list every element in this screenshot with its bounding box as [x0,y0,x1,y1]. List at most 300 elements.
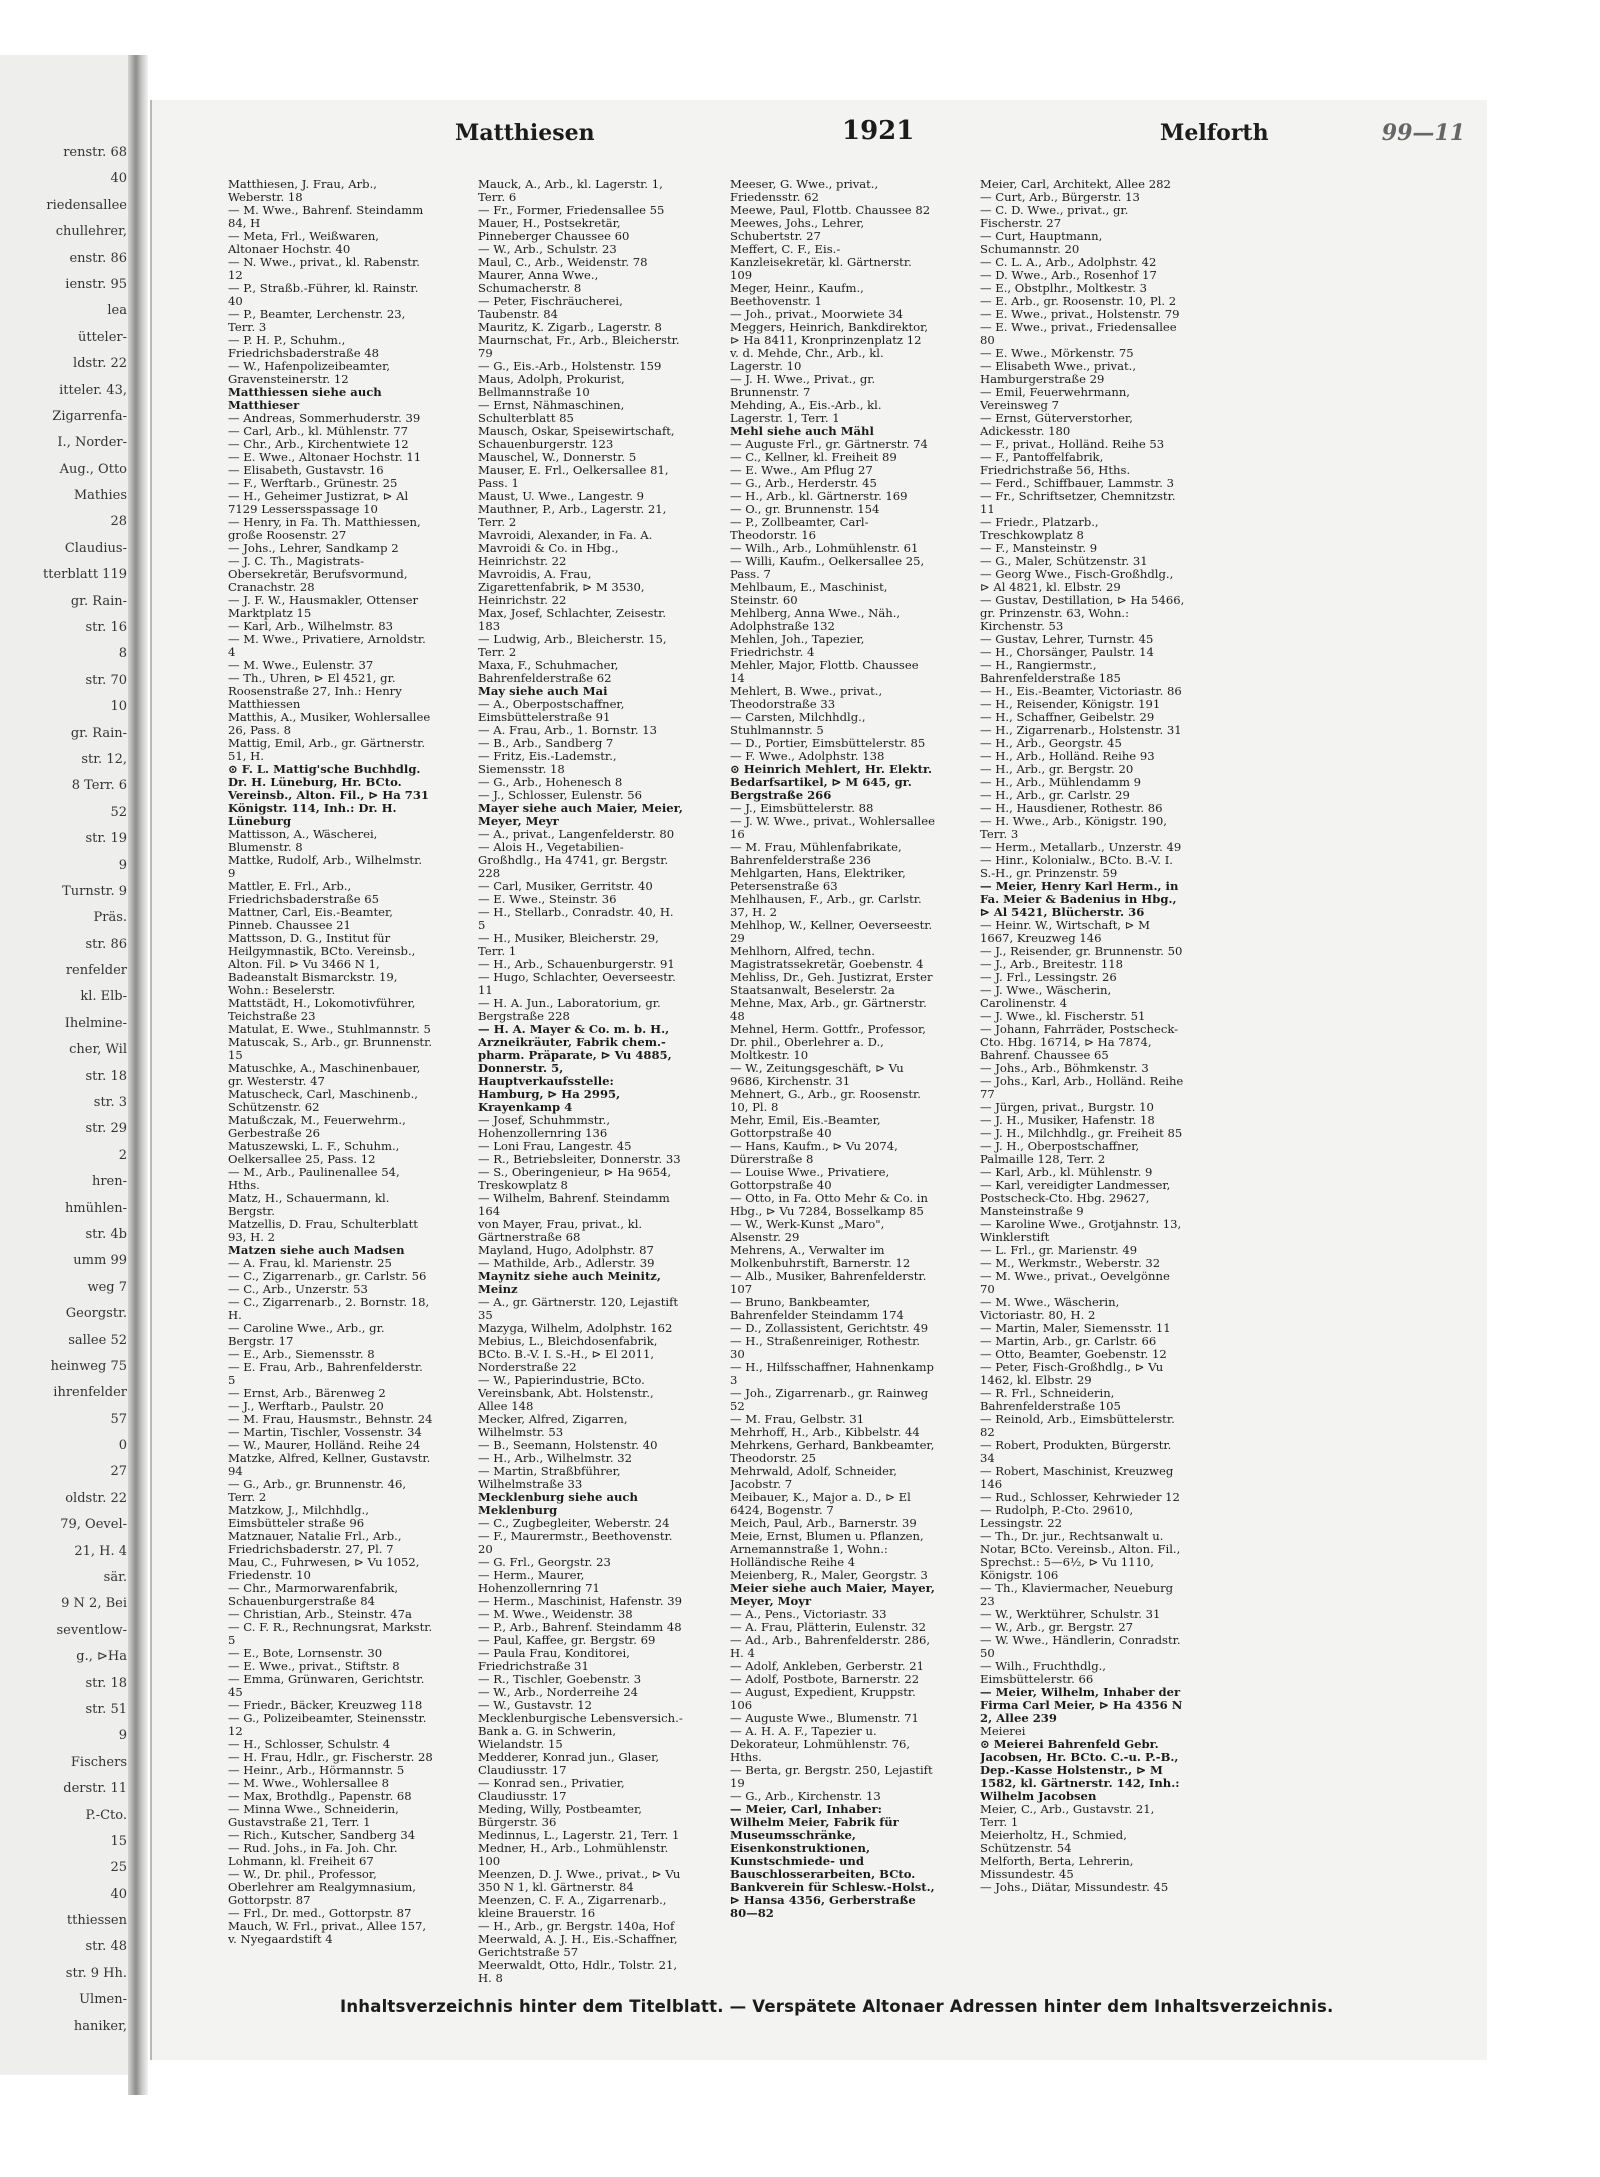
directory-entry: — H., Arb., Holländ. Reihe 93 [980,750,1155,763]
directory-entry: — Robert, Maschinist, Kreuzweg 146 [980,1465,1174,1491]
margin-text-fragment: riedensallee [46,197,127,213]
directory-entry: Matthis, A., Musiker, Wohlersallee 26, Pass. 8 [228,711,431,737]
margin-text-fragment: cher, Wil [69,1042,127,1058]
directory-entry: — J. Frl., Lessingstr. 26 [980,971,1117,984]
directory-entry: Matzkow, J., Milchhdlg., Eimsbütteler straße 96 [228,1504,369,1530]
directory-entry: Meewes, Johs., Lehrer, Schubertstr. 27 [730,217,865,243]
directory-entry: Meich, Paul, Arb., Barnerstr. 39 [730,1517,917,1530]
margin-text-fragment: renstr. 68 [63,145,127,160]
directory-entry: Meding, Willy, Postbeamter, Bürgerstr. 36 [478,1803,642,1829]
directory-entry: — Gustav, Destillation, ⊳ Ha 5466, gr. Prinzenstr. 63, Wohn.: Kirchenstr. 53 [980,594,1185,633]
directory-entry: Mauch, W. Frl., privat., Allee 157, v. Nyegaardstift 4 [228,1920,427,1946]
directory-entry: — C., Zigarrenarb., gr. Carlstr. 56 [228,1270,427,1283]
margin-text-fragment: renfelder [65,963,127,979]
directory-entry: — H. Wwe., Arb., Königstr. 190, Terr. 3 [980,815,1167,841]
directory-entry: Medderer, Konrad jun., Glaser, Claudiusstr. 17 [478,1751,660,1777]
margin-text-fragment: derstr. 11 [63,1781,127,1797]
directory-entry: — J., Schlosser, Eulenstr. 56 [478,789,643,802]
directory-entry: — Johs., Lehrer, Sandkamp 2 [228,542,399,555]
directory-entry: — G. Frl., Georgstr. 23 [478,1556,611,1569]
directory-entry: — C., Arb., Unzerstr. 53 [228,1283,368,1296]
directory-entry: — R. Frl., Schneiderin, Bahrenfelderstraße 105 [980,1387,1121,1413]
directory-entry: — Karl, Arb., kl. Mühlenstr. 9 [980,1166,1153,1179]
directory-entry: Meerwald, A. J. H., Eis.-Schaffner, Gerichtstraße 57 [478,1933,678,1959]
margin-text-fragment: gr. Rain- [70,725,127,741]
directory-entry: — E., Bote, Lornsenstr. 30 [228,1647,383,1660]
directory-entry: — Adolf, Postbote, Barnerstr. 22 [730,1673,920,1686]
directory-entry: — H., Hausdiener, Rothestr. 86 [980,802,1163,815]
directory-entry: — Johs., Arb., Böhmkenstr. 3 [980,1062,1149,1075]
directory-entry: Matzen siehe auch Madsen [228,1244,405,1257]
directory-entry: — F., Werftarb., Grünestr. 25 [228,477,398,490]
directory-entry: — M. Frau, Mühlenfabrikate, Bahrenfelderstraße 236 [730,841,902,867]
directory-entry: Mattke, Rudolf, Arb., Wilhelmstr. 9 [228,854,423,880]
directory-entry: — J., Arb., Breitestr. 118 [980,958,1124,971]
directory-entry: Mehlert, B. Wwe., privat., Theodorstraße 33 [730,685,883,711]
directory-entry: — M. Wwe., Bahrenf. Steindamm 84, H [228,204,424,230]
directory-entry: — Alb., Musiker, Bahrenfelderstr. 107 [730,1270,927,1296]
directory-entry: — H., Arb., Georgstr. 45 [980,737,1122,750]
directory-entry: Mauer, H., Postsekretär, Pinneberger Chaussee 60 [478,217,630,243]
directory-entry: — Joh., privat., Moorwiete 34 [730,308,904,321]
directory-entry: — H., Arb., Mühlendamm 9 [980,776,1142,789]
directory-entry: — Adolf, Ankleben, Gerberstr. 21 [730,1660,925,1673]
directory-entry: Meier, C., Arb., Gustavstr. 21, Terr. 1 [980,1803,1155,1829]
directory-entry: Mehlbaum, E., Maschinist, Steinstr. 60 [730,581,888,607]
directory-entry: — W., Werktührer, Schulstr. 31 [980,1608,1161,1621]
margin-text-fragment: Claudius- [64,540,127,556]
directory-entry: ⊙ Meierei Bahrenfeld Gebr. Jacobsen, Hr. BCto. C.-u. P.-B., Dep.-Kasse Holstenstr., ⊳ M 1582, kl. Gärtnerstr. 142, Inh.: Wilhelm Jacobsen [980,1738,1180,1803]
directory-entry: — Chr., Arb., Kirchentwiete 12 [228,438,409,451]
directory-entry: — Auguste Frl., gr. Gärtnerstr. 74 [730,438,928,451]
directory-entry: — Meier, Carl, Inhaber: Wilhelm Meier, Fabrik für Museumsschränke, Eisenkonstruktionen, Kunstschmiede- und Bauschlosserarbeiten, BCto. Bankverein für Schlesw.-Holst., ⊳ Hansa 4356, Gerberstraße 80—82 [730,1803,935,1920]
directory-entry: — S., Oberingenieur, ⊳ Ha 9654, Treskowplatz 8 [478,1166,672,1192]
margin-text-fragment: hren- [91,1174,127,1190]
header-last-name: Melforth [1160,120,1269,146]
directory-entry: — Emma, Grünwaren, Gerichtstr. 45 [228,1673,425,1699]
directory-entry: Mehnert, G., Arb., gr. Roosenstr. 10, Pl. 8 [730,1088,921,1114]
directory-entry: Mecklenburg siehe auch Meklenburg [478,1491,638,1517]
directory-entry: — Martin, Maler, Siemensstr. 11 [980,1322,1171,1335]
directory-entry: — Th., Dr. jur., Rechtsanwalt u. Notar, BCto. Vereinsb., Alton. Fil., Sprechst.: 5—6½, ⊳ Vu 1110, Königstr. 106 [980,1530,1181,1582]
directory-entry: — Paula Frau, Konditorei, Friedrichstraße 31 [478,1647,630,1673]
directory-entry: — Martin, Tischler, Vossenstr. 34 [228,1426,422,1439]
directory-entry: — Peter, Fischräucherei, Taubenstr. 84 [478,295,623,321]
directory-entry: Matzke, Alfred, Kellner, Gustavstr. 94 [228,1452,431,1478]
directory-entry: — Loni Frau, Langestr. 45 [478,1140,632,1153]
directory-entry: — Rudolph, P.-Cto. 29610, Lessingstr. 22 [980,1504,1134,1530]
directory-entry: Mehlhausen, F., Arb., gr. Carlstr. 37, H. 2 [730,893,922,919]
directory-entry: — W., Zeitungsgeschäft, ⊳ Vu 9686, Kirchenstr. 31 [730,1062,904,1088]
margin-text-fragment: Zigarrenfa- [52,408,127,424]
directory-entry: — F. Wwe., Adolphstr. 138 [730,750,885,763]
directory-entry: — Ernst, Nähmaschinen, Schulterblatt 85 [478,399,625,425]
directory-entry: Maurnschat, Fr., Arb., Bleicherstr. 79 [478,334,680,360]
directory-entry: — J. H., Oberpostschaffner, Palmaille 128, Terr. 2 [980,1140,1140,1166]
margin-text-fragment: str. 51 [85,1701,127,1717]
directory-entry: — P., Straßb.-Führer, kl. Rainstr. 40 [228,282,419,308]
margin-text-fragment: str. 18 [85,1675,127,1691]
directory-entry: — Georg Wwe., Fisch-Großhdlg., ⊳ Al 4821, kl. Elbstr. 29 [980,568,1174,594]
margin-text-fragment: str. 86 [85,936,127,952]
directory-entry: — Emil, Feuerwehrmann, Vereinsweg 7 [980,386,1130,412]
directory-entry: — H., Geheimer Justizrat, ⊳ Al 7129 Lessersspassage 10 [228,490,409,516]
directory-entry: — Th., Klaviermacher, Neueburg 23 [980,1582,1174,1608]
directory-column-4 [980,178,1185,1894]
margin-text-fragment: str. 29 [85,1121,127,1137]
book-binding [128,55,148,2095]
margin-text-fragment: ütteler- [78,329,127,345]
directory-entry: — Johann, Fahrräder, Postscheck-Cto. Hbg. 16714, ⊳ Ha 7874, Bahrenf. Chaussee 65 [980,1023,1179,1062]
directory-entry: v. d. Mehde, Chr., Arb., kl. Lagerstr. 10 [730,347,884,373]
directory-entry: — C. D. Wwe., privat., gr. Fischerstr. 27 [980,204,1129,230]
margin-text-fragment: hmühlen- [64,1200,127,1216]
directory-entry: Mausch, Oskar, Speisewirtschaft, Schauenburgerstr. 123 [478,425,675,451]
directory-entry: — L. Frl., gr. Marienstr. 49 [980,1244,1138,1257]
directory-entry: Mauschel, W., Donnerstr. 5 [478,451,637,464]
directory-entry: — F., Pantoffelfabrik, Friedrichstraße 56, Hths. [980,451,1131,477]
directory-entry: — Willi, Kaufm., Oelkersallee 25, Pass. 7 [730,555,925,581]
directory-entry: — E. Wwe., Am Pflug 27 [730,464,873,477]
directory-entry: — Ad., Arb., Bahrenfelderstr. 286, H. 4 [730,1634,931,1660]
margin-text-fragment: sallee 52 [68,1332,127,1348]
directory-entry: — W., Arb., gr. Bergstr. 27 [980,1621,1134,1634]
directory-entry: — A., Oberpostschaffner, Eimsbüttelerstraße 91 [478,698,625,724]
margin-text-fragment: Turnstr. 9 [62,883,127,899]
margin-text-fragment: enstr. 86 [69,250,127,266]
directory-entry: — Heinr. W., Wirtschaft, ⊳ M 1667, Kreuzweg 146 [980,919,1151,945]
directory-entry: Meewe, Paul, Flottb. Chaussee 82 [730,204,931,217]
directory-entry: Meierholtz, H., Schmied, Schützenstr. 54 [980,1829,1127,1855]
directory-entry: — Josef, Schuhmmstr., Hohenzollernring 136 [478,1114,611,1140]
margin-text-fragment: str. 19 [85,831,127,847]
directory-entry: — C. F. R., Rechnungsrat, Markstr. 5 [228,1621,433,1647]
directory-entry: Meibauer, K., Major a. D., ⊳ El 6424, Bogenstr. 7 [730,1491,911,1517]
directory-entry: — Karoline Wwe., Grotjahnstr. 13, Winklerstift [980,1218,1182,1244]
margin-text-fragment: chullehrer, [55,224,127,240]
directory-entry: — Friedr., Platzarb., Treschkowplatz 8 [980,516,1099,542]
directory-entry: Mattner, Carl, Eis.-Beamter, Pinneb. Chaussee 21 [228,906,393,932]
directory-entry: Meienberg, R., Maler, Georgstr. 3 [730,1569,928,1582]
margin-text-fragment: str. 9 Hh. [65,1965,127,1981]
directory-entry: — Meier, Henry Karl Herm., in Fa. Meier & Badenius in Hbg., ⊳ Al 5421, Blücherstr. 36 [980,880,1179,919]
directory-entry: — Hans, Kaufm., ⊳ Vu 2074, Dürerstraße 8 [730,1140,898,1166]
margin-text-fragment: itteler. 43, [59,382,127,398]
directory-entry: — A. Frau, kl. Marienstr. 25 [228,1257,392,1270]
directory-entry: Mehding, A., Eis.-Arb., kl. Lagerstr. 1, Terr. 1 [730,399,882,425]
directory-entry: — Andreas, Sommerhuderstr. 39 [228,412,421,425]
directory-entry: — J. Wwe., kl. Fischerstr. 51 [980,1010,1146,1023]
margin-text-fragment: I., Norder- [57,435,127,451]
directory-entry: — N. Wwe., privat., kl. Rabenstr. 12 [228,256,420,282]
directory-entry: — M. Wwe., Eulenstr. 37 [228,659,374,672]
directory-entry: — W., Papierindustrie, BCto. Vereinsbank, Abt. Holstenstr., Allee 148 [478,1374,654,1413]
margin-text-fragment: 9 [118,1728,127,1744]
directory-entry: — Alois H., Vegetabilien-Großhdlg., Ha 4741, gr. Bergstr. 228 [478,841,669,880]
directory-entry: — J., Werftarb., Paulstr. 20 [228,1400,384,1413]
directory-entry: — Fr., Schriftsetzer, Chemnitzstr. 11 [980,490,1176,516]
directory-entry: — E. Arb., gr. Roosenstr. 10, Pl. 2 [980,295,1177,308]
margin-text-fragment: 8 Terr. 6 [71,778,127,794]
directory-entry: — Christian, Arb., Steinstr. 47a [228,1608,412,1621]
directory-entry: — Louise Wwe., Privatiere, Gottorpstraße 40 [730,1166,890,1192]
directory-entry: — Carl, Musiker, Gerritstr. 40 [478,880,653,893]
directory-entry: — W., Arb., Schulstr. 23 [478,243,617,256]
directory-column-3 [730,178,935,1920]
directory-entry: — E. Wwe., privat., Friedensallee 80 [980,321,1177,347]
margin-text-fragment: 40 [110,171,127,187]
directory-entry: — R., Betriebsleiter, Donnerstr. 33 [478,1153,681,1166]
directory-entry: — J., Reisender, gr. Brunnenstr. 50 [980,945,1183,958]
directory-entry: — Curt, Hauptmann, Schumannstr. 20 [980,230,1103,256]
directory-entry: Mattisson, A., Wäscherei, Blumenstr. 8 [228,828,378,854]
directory-entry: — Hugo, Schlachter, Oeverseestr. 11 [478,971,676,997]
margin-text-fragment: 9 [118,857,127,873]
directory-entry: — Paul, Kaffee, gr. Bergstr. 69 [478,1634,656,1647]
directory-entry: — W., Werk-Kunst „Maro", Alsenstr. 29 [730,1218,885,1244]
directory-entry: — P., Zollbeamter, Carl-Theodorstr. 16 [730,516,869,542]
directory-entry: — H., Arb., Wilhelmstr. 32 [478,1452,632,1465]
directory-column-2 [478,178,683,1985]
directory-entry: — H., Rangiermstr., Bahrenfelderstraße 185 [980,659,1121,685]
header-year: 1921 [842,116,915,146]
margin-text-fragment: 28 [110,514,127,530]
directory-entry: — F., Maurermstr., Beethovenstr. 20 [478,1530,673,1556]
directory-entry: Mehlhorn, Alfred, techn. Magistratssekretär, Goebenstr. 4 [730,945,924,971]
directory-entry: Mavroidis, A. Frau, Zigarettenfabrik, ⊳ M 3530, Heinrichstr. 22 [478,568,645,607]
footer-note: Inhaltsverzeichnis hinter dem Titelblatt. — Verspätete Altonaer Adressen hinter dem Inhaltsverzeichnis. [340,1997,1334,2016]
directory-entry: — P. H. P., Schuhm., Friedrichsbaderstraße 48 [228,334,380,360]
directory-entry: Mecklenburgische Lebensversich.-Bank a. G. in Schwerin, Wielandstr. 15 [478,1712,683,1751]
directory-entry: Mecker, Alfred, Zigarren, Wilhelmstr. 53 [478,1413,628,1439]
margin-text-fragment: heinweg 75 [50,1358,127,1374]
directory-entry: — Friedr., Bäcker, Kreuzweg 118 [228,1699,423,1712]
directory-entry: Medinnus, L., Lagerstr. 21, Terr. 1 [478,1829,680,1842]
directory-entry: — J. W. Wwe., privat., Wohlersallee 16 [730,815,935,841]
directory-entry: Mattler, E. Frl., Arb., Friedrichsbaderstraße 65 [228,880,380,906]
directory-entry: Maynitz siehe auch Meinitz, Meinz [478,1270,661,1296]
directory-entry: — A. H. A. F., Tapezier u. Dekorateur, Lohmühlenstr. 76, Hths. [730,1725,911,1764]
directory-entry: Meenzen, C. F. A., Zigarrenarb., kleine Brauerstr. 16 [478,1894,667,1920]
directory-entry: — Martin, Arb., gr. Carlstr. 66 [980,1335,1157,1348]
directory-entry: Meenzen, D. J. Wwe., privat., ⊳ Vu 350 N 1, kl. Gärtnerstr. 84 [478,1868,681,1894]
directory-entry: — Carsten, Milchhdlg., Stuhlmannstr. 5 [730,711,866,737]
directory-entry: — H., Straßenreiniger, Rothestr. 30 [730,1335,921,1361]
margin-text-fragment: 15 [110,1833,127,1849]
directory-entry: — G., Arb., Hohenesch 8 [478,776,623,789]
directory-entry: — Berta, gr. Bergstr. 250, Lejastift 19 [730,1764,933,1790]
margin-text-fragment: Präs. [93,910,127,926]
directory-entry: Medner, H., Arb., Lohmühlenstr. 100 [478,1842,669,1868]
directory-entry: Melforth, Berta, Lehrerin, Missundestr. 45 [980,1855,1134,1881]
directory-entry: Mattsson, D. G., Institut für Heilgymnastik, BCto. Vereinsb., Alton. Fil. ⊳ Vu 3466 N 1, Badeanstalt Bismarckstr. 19, Wohn.: Beselerstr. [228,932,416,997]
directory-entry: Meerwaldt, Otto, Hdlr., Tolstr. 21, H. 8 [478,1959,678,1985]
directory-entry: — Rud. Johs., in Fa. Joh. Chr. Lohmann, kl. Freiheit 67 [228,1842,398,1868]
margin-text-fragment: 21, H. 4 [74,1543,127,1559]
directory-entry: — E. Frau, Arb., Bahrenfelderstr. 5 [228,1361,423,1387]
directory-entry: Mayer siehe auch Maier, Meier, Meyer, Meyr [478,802,683,828]
directory-entry: — Jürgen, privat., Burgstr. 10 [980,1101,1154,1114]
directory-entry: — C., Kellner, kl. Freiheit 89 [730,451,897,464]
directory-entry: Maurer, Anna Wwe., Schumacherstr. 8 [478,269,599,295]
directory-entry: — Th., Uhren, ⊳ El 4521, gr. Roosenstraße 27, Inh.: Henry Matthiessen [228,672,402,711]
directory-entry: — Herm., Maschinist, Hafenstr. 39 [478,1595,683,1608]
directory-entry: — M. Frau, Gelbstr. 31 [730,1413,865,1426]
directory-entry: — W. Wwe., Händlerin, Conradstr. 50 [980,1634,1181,1660]
directory-entry: Matznauer, Natalie Frl., Arb., Friedrichsbaderstr. 27, Pl. 7 [228,1530,402,1556]
directory-entry: Mehlgarten, Hans, Elektriker, Petersenstraße 63 [730,867,906,893]
directory-entry: — Karl, vereidigter Landmesser, Postscheck-Cto. Hbg. 29627, Mansteinstraße 9 [980,1179,1171,1218]
directory-entry: — D. Wwe., Arb., Rosenhof 17 [980,269,1157,282]
directory-entry: — H., Hilfsschaffner, Hahnenkamp 3 [730,1361,934,1387]
directory-entry: — H., Arb., gr. Bergstr. 20 [980,763,1134,776]
directory-entry: — Joh., Zigarrenarb., gr. Rainweg 52 [730,1387,929,1413]
directory-entry: — E., Arb., Siemensstr. 8 [228,1348,375,1361]
directory-entry: — G., Arb., Herderstr. 45 [730,477,877,490]
directory-entry: — Elisabeth Wwe., privat., Hamburgerstraße 29 [980,360,1137,386]
directory-entry: Mehlen, Joh., Tapezier, Friedrichstr. 4 [730,633,865,659]
directory-entry: — Heinr., Arb., Hörmannstr. 5 [228,1764,405,1777]
margin-text-fragment: 25 [110,1860,127,1876]
directory-entry: Mehrens, A., Verwalter im Molkenbuhrstift, Barnerstr. 12 [730,1244,911,1270]
directory-entry: — A., Pens., Victoriastr. 33 [730,1608,887,1621]
directory-entry: — H., Schlosser, Schulstr. 4 [228,1738,391,1751]
directory-entry: — Minna Wwe., Schneiderin, Gustavstraße 21, Terr. 1 [228,1803,399,1829]
directory-entry: — Robert, Produkten, Bürgerstr. 34 [980,1439,1172,1465]
directory-entry: — Elisabeth, Gustavstr. 16 [228,464,384,477]
directory-entry: — H., Reisender, Königstr. 191 [980,698,1161,711]
directory-entry: — Hinr., Kolonialw., BCto. B.-V. I. S.-H., gr. Prinzenstr. 59 [980,854,1173,880]
directory-entry: Mau, C., Fuhrwesen, ⊳ Vu 1052, Friedenstr. 10 [228,1556,420,1582]
margin-text-fragment: g., ⊳Ha [76,1649,127,1665]
directory-entry: — A. Frau, Arb., 1. Bornstr. 13 [478,724,658,737]
directory-entry: — E. Wwe., privat., Stiftstr. 8 [228,1660,400,1673]
directory-entry: Matthiessen siehe auch Matthieser [228,386,382,412]
directory-entry: — P., Arb., Bahrenf. Steindamm 48 [478,1621,682,1634]
margin-text-fragment: str. 12, [81,751,127,767]
directory-entry: Mauritz, K. Zigarb., Lagerstr. 8 [478,321,662,334]
directory-entry: — Meier, Wilhelm, Inhaber der Firma Carl Meier, ⊳ Ha 4356 N 2, Allee 239 [980,1686,1183,1725]
margin-text-fragment: 79, Oevel- [60,1517,127,1533]
directory-entry: Meier, Carl, Architekt, Allee 282 [980,178,1171,191]
directory-entry: — Herm., Metallarb., Unzerstr. 49 [980,841,1182,854]
margin-text-fragment: oldstr. 22 [65,1490,127,1506]
directory-entry: — C. L. A., Arb., Adolphstr. 42 [980,256,1157,269]
directory-entry: — H. A. Mayer & Co. m. b. H., Arzneikräuter, Fabrik chem.-pharm. Präparate, ⊳ Vu 4885, Donnerstr. 5, Hauptverkaufsstelle: Hamburg, ⊳ Ha 2995, Krayenkamp 4 [478,1023,672,1114]
directory-entry: Mehlhop, W., Kellner, Oeverseestr. 29 [730,919,933,945]
directory-entry: — Ernst, Güterverstorher, Adickesstr. 180 [980,412,1133,438]
directory-entry: — G., Maler, Schützenstr. 31 [980,555,1148,568]
directory-entry: Maul, C., Arb., Weidenstr. 78 [478,256,648,269]
directory-entry: Matzellis, D. Frau, Schulterblatt 93, H. 2 [228,1218,418,1244]
margin-text-fragment: 40 [110,1886,127,1902]
directory-entry: — Gustav, Lehrer, Turnstr. 45 [980,633,1154,646]
directory-entry: — P., Beamter, Lerchenstr. 23, Terr. 3 [228,308,406,334]
directory-entry: — M. Wwe., Wäscherin, Victoriastr. 80, H. 2 [980,1296,1120,1322]
directory-entry: — W., Maurer, Holländ. Reihe 24 [228,1439,421,1452]
margin-text-fragment: Aug., Otto [59,461,127,477]
directory-entry: May siehe auch Mai [478,685,608,698]
directory-entry: — Curt, Arb., Bürgerstr. 13 [980,191,1140,204]
directory-entry: — A., privat., Langenfelderstr. 80 [478,828,675,841]
directory-entry: Mehler, Major, Flottb. Chaussee 14 [730,659,919,685]
directory-entry: — F., privat., Holländ. Reihe 53 [980,438,1165,451]
directory-entry: — H. A. Jun., Laboratorium, gr. Bergstraße 228 [478,997,661,1023]
margin-text-fragment: str. 18 [85,1068,127,1084]
directory-entry: — D., Zollassistent, Gerichtstr. 49 [730,1322,929,1335]
directory-entry: Mehnel, Herm. Gottfr., Professor, Dr. phil., Oberlehrer a. D., Moltkestr. 10 [730,1023,926,1062]
directory-entry: — E. Wwe., Steinstr. 36 [478,893,617,906]
margin-text-fragment: 57 [110,1411,127,1427]
margin-text-fragment: 9 N 2, Bei [61,1596,127,1612]
directory-entry: — G., Arb., Kirchenstr. 13 [730,1790,881,1803]
directory-entry: — Fr., Former, Friedensallee 55 [478,204,665,217]
directory-entry: Mehrhoff, H., Arb., Kibbelstr. 44 [730,1426,920,1439]
margin-text-fragment: str. 4b [85,1226,127,1242]
directory-entry: ⊙ F. L. Mattig'sche Buchhdlg. Dr. H. Lüneburg, Hr. BCto. Vereinsb., Alton. Fil., ⊳ Ha 731 Königstr. 114, Inh.: Dr. H. Lüneburg [228,763,429,828]
directory-entry: Meggers, Heinrich, Bankdirektor, ⊳ Ha 8411, Kronprinzenplatz 12 [730,321,929,347]
directory-entry: — H., Schaffner, Geibelstr. 29 [980,711,1155,724]
directory-entry: — Otto, in Fa. Otto Mehr & Co. in Hbg., ⊳ Vu 7284, Bosselkamp 85 [730,1192,928,1218]
directory-entry: — H., Chorsänger, Paulstr. 14 [980,646,1154,659]
directory-entry: — Auguste Wwe., Blumenstr. 71 [730,1712,919,1725]
directory-entry: Meierei [980,1725,1026,1738]
directory-entry: — Frl., Dr. med., Gottorpstr. 87 [228,1907,412,1920]
directory-entry: — M. Wwe., Wohlersallee 8 [228,1777,390,1790]
directory-entry: — G., Arb., gr. Brunnenstr. 46, Terr. 2 [228,1478,407,1504]
directory-entry: Mattig, Emil, Arb., gr. Gärtnerstr. 51, H. [228,737,426,763]
header-page-number: 99—11 [1381,120,1465,146]
directory-column-1 [228,178,433,1946]
directory-entry: — H., Arb., gr. Carlstr. 29 [980,789,1130,802]
directory-entry: ⊙ Heinrich Mehlert, Hr. Elektr. Bedarfsartikel, ⊳ M 645, gr. Bergstraße 266 [730,763,933,802]
directory-entry: — J. F. W., Hausmakler, Ottenser Marktplatz 15 [228,594,419,620]
directory-entry: — Johs., Diätar, Missundestr. 45 [980,1881,1169,1894]
margin-text-fragment: ihrenfelder [53,1385,127,1401]
directory-entry: — R., Tischler, Goebenstr. 3 [478,1673,642,1686]
directory-entry: Meffert, C. F., Eis.-Kanzleisekretär, kl. Gärtnerstr. 109 [730,243,912,282]
margin-text-fragment: ienstr. 95 [65,276,127,292]
directory-entry: — Otto, Beamter, Goebenstr. 12 [980,1348,1167,1361]
directory-entry: Meie, Ernst, Blumen u. Pflanzen, Arnemannstraße 1, Wohn.: Holländische Reihe 4 [730,1530,924,1569]
directory-entry: — Ernst, Arb., Bärenweg 2 [228,1387,386,1400]
margin-text-fragment: ldstr. 22 [73,356,127,372]
directory-entry: — Caroline Wwe., Arb., gr. Bergstr. 17 [228,1322,385,1348]
margin-text-fragment: gr. Rain- [70,593,127,609]
directory-entry: Matuschke, A., Maschinenbauer, gr. Westerstr. 47 [228,1062,421,1088]
directory-entry: — H., Stellarb., Conradstr. 40, H. 5 [478,906,674,932]
margin-text-fragment: tthiessen [66,1913,127,1929]
directory-entry: — W., Gustavstr. 12 [478,1699,593,1712]
directory-entry: Mauser, E. Frl., Oelkersallee 81, Pass. 1 [478,464,669,490]
directory-entry: — Johs., Karl, Arb., Holländ. Reihe 77 [980,1075,1184,1101]
directory-entry: — W., Arb., Norderreihe 24 [478,1686,638,1699]
directory-entry: — B., Seemann, Holstenstr. 40 [478,1439,658,1452]
directory-entry: — Meta, Frl., Weißwaren, Altonaer Hochstr. 40 [228,230,379,256]
directory-entry: — Max, Brothdlg., Papenstr. 68 [228,1790,412,1803]
header-first-name: Matthiesen [455,120,595,146]
directory-entry: — Henry, in Fa. Th. Matthiessen, große Roosenstr. 27 [228,516,421,542]
directory-entry: Matuscak, S., Arb., gr. Brunnenstr. 15 [228,1036,433,1062]
margin-text-fragment: Fischers [70,1754,127,1770]
margin-text-fragment: 2 [118,1147,127,1163]
directory-entry: — Ferd., Schiffbauer, Lammstr. 3 [980,477,1174,490]
directory-entry: — J. H. Wwe., Privat., gr. Brunnenstr. 7 [730,373,876,399]
directory-entry: — J. H., Musiker, Hafenstr. 18 [980,1114,1155,1127]
directory-entry: — Chr., Marmorwarenfabrik, Schauenburgerstraße 84 [228,1582,399,1608]
directory-entry: — Wilh., Fruchthdlg., Eimsbüttelerstr. 66 [980,1660,1106,1686]
directory-entry: Meier siehe auch Maier, Mayer, Meyer, Moyr [730,1582,935,1608]
